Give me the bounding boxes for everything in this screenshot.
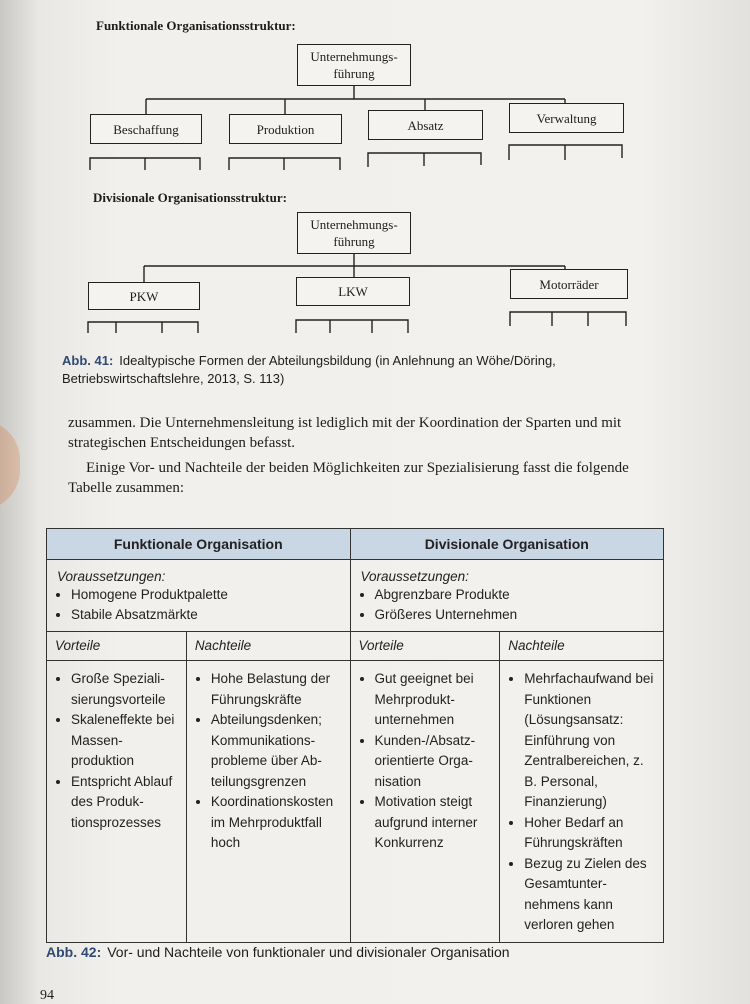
div-pros-cell: • Gut geeignet bei Mehrproduktunternehmen • Kunden-/Absatzorientierte Organisation • Motivation steigt aufgrund interner Konkurrenz (350, 661, 500, 943)
divisional-heading: Divisionale Organisationsstruktur: (93, 190, 287, 205)
dept-box-produktion: Produktion (229, 114, 342, 144)
requirements-divisional: Voraussetzungen: • Abgrenzbare Produkte • Größeres Unternehmen (350, 560, 663, 632)
body-paragraph-2: Einige Vor- und Nachteile der beiden Möglichkeiten zur Spezialisierung fasst die folgende Tabelle zusammen: (68, 460, 629, 496)
func-cons-cell: • Hohe Belastung der Führungskräfte • Abteilungsdenken; Kommunikationsprobleme über Abteilungsgrenzen • Koordinationskosten im Mehrproduktfall hoch (186, 661, 350, 943)
dept-box-verwaltung: Verwaltung (509, 103, 624, 133)
div-pros-label: Vorteile (350, 632, 500, 661)
div-cons-label: Nachteile (500, 632, 664, 661)
figure-41-caption: Abb. 41: Idealtypische Formen der Abteilungsbildung (in Anlehnung an Wöhe/Döring, Betriebswirtschaftslehre, 2013, S. 113) (62, 353, 556, 386)
header-functional: Funktionale Organisation (47, 529, 351, 560)
requirements-functional: Voraussetzungen: • Homogene Produktpalette • Stabile Absatzmärkte (47, 560, 351, 632)
division-box-lkw: LKW (296, 277, 410, 306)
functional-heading: Funktionale Organisationsstruktur: (96, 18, 296, 33)
div-cons-cell: • Mehrfachaufwand bei Funktionen (Lösungsansatz: Einführung von Zentralbereichen, z. B. Personal, Finanzierung) • Hoher Bedarf an Führungskräften • Bezug zu Zielen des Gesamtunternehmens kann verloren gehen (500, 661, 664, 943)
page-number: 94 (40, 988, 54, 1003)
dept-box-beschaffung: Beschaffung (90, 114, 202, 144)
func-pros-label: Vorteile (47, 632, 187, 661)
division-box-motorraeder: Motorräder (510, 269, 628, 299)
header-divisional: Divisionale Organisation (350, 529, 663, 560)
comparison-table (46, 528, 664, 943)
dept-box-absatz: Absatz (368, 110, 483, 140)
division-box-pkw: PKW (88, 282, 200, 310)
div-top-box: Unternehmungs- führung (297, 212, 411, 254)
func-top-box: Unternehmungs- führung (297, 44, 411, 86)
func-cons-label: Nachteile (186, 632, 350, 661)
figure-42-caption: Abb. 42: Vor- und Nachteile von funktionaler und divisionaler Organisation (46, 944, 510, 960)
func-pros-cell: • Große Spezialisierungsvorteile • Skaleneffekte bei Massenproduktion • Entspricht Ablauf des Produktionsprozesses (47, 661, 187, 943)
finger-edge (0, 420, 20, 510)
body-paragraph-1: zusammen. Die Unternehmensleitung ist lediglich mit der Koordination der Sparten und mit strategischen Entscheidungen befasst. (68, 415, 622, 451)
